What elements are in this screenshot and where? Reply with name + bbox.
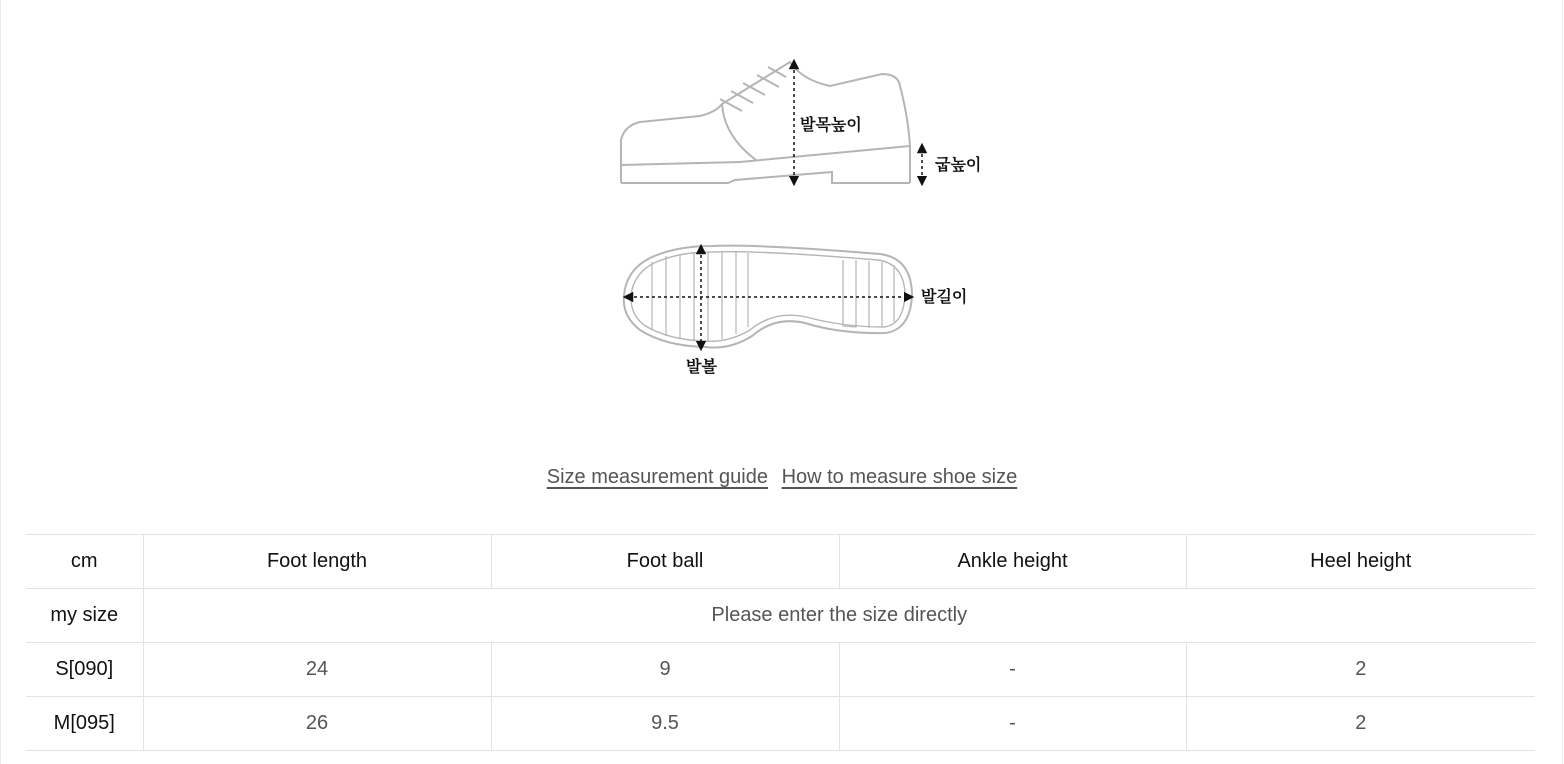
size-label: M[095]	[26, 697, 143, 751]
guide-links	[0, 466, 1564, 489]
header-foot-ball: Foot ball	[491, 535, 839, 589]
ankle-height-value: -	[839, 643, 1186, 697]
table-row	[26, 643, 1535, 697]
ankle-height-value: -	[839, 697, 1186, 751]
header-unit: cm	[26, 535, 143, 589]
my-size-row	[26, 589, 1535, 643]
my-size-label: my size	[26, 589, 143, 643]
foot-ball-value: 9.5	[491, 697, 839, 751]
my-size-input-hint[interactable]: Please enter the size directly	[143, 589, 1535, 643]
size-label: S[090]	[26, 643, 143, 697]
size-table	[26, 534, 1535, 751]
how-to-measure-shoe-size-link[interactable]: How to measure shoe size	[781, 466, 1018, 488]
size-measurement-guide-link[interactable]: Size measurement guide	[546, 466, 768, 488]
foot-length-label: 발길이	[921, 287, 968, 306]
header-heel-height: Heel height	[1186, 535, 1535, 589]
foot-length-value: 26	[143, 697, 491, 751]
heel-height-value: 2	[1186, 697, 1535, 751]
heel-height-value: 2	[1186, 643, 1535, 697]
foot-ball-value: 9	[491, 643, 839, 697]
header-ankle-height: Ankle height	[839, 535, 1186, 589]
table-row	[26, 697, 1535, 751]
table-header-row	[26, 535, 1535, 589]
header-foot-length: Foot length	[143, 535, 491, 589]
heel-height-label: 굽높이	[935, 155, 982, 174]
foot-length-value: 24	[143, 643, 491, 697]
foot-ball-label: 발볼	[686, 357, 717, 376]
shoe-side-view-icon	[621, 62, 910, 183]
ankle-height-label: 발목높이	[800, 115, 862, 134]
